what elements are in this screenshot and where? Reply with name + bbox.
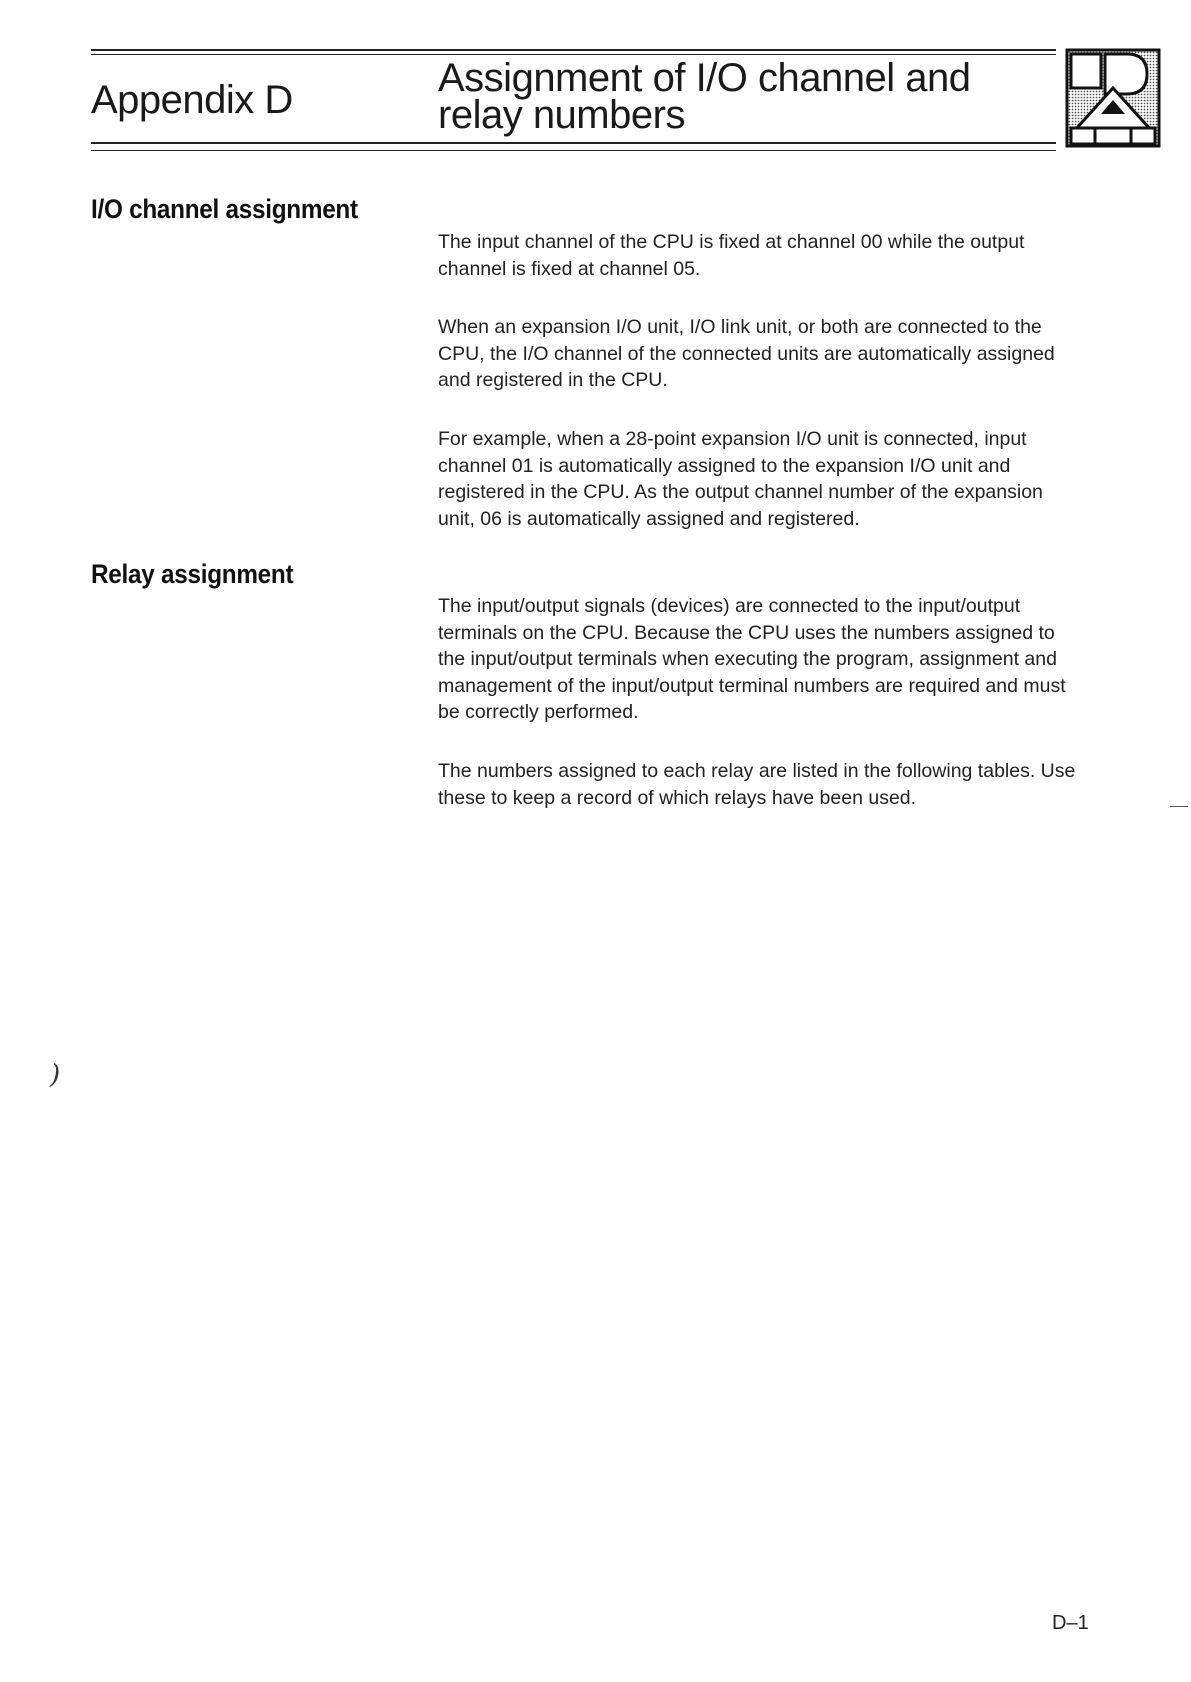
right-margin-mark xyxy=(1170,806,1188,807)
header-top-rule-thin xyxy=(91,54,1056,55)
header-bottom-rule-thin xyxy=(91,150,1056,151)
io-channel-heading: I/O channel assignment xyxy=(91,194,358,224)
appendix-d-tab-icon xyxy=(1065,48,1161,153)
io-channel-paragraph-2: When an expansion I/O unit, I/O link unit, or both are connected to the CPU, the I/O channel of the connected units are automatically assigned and registered in the CPU. xyxy=(438,316,1055,391)
io-channel-paragraph-3: For example, when a 28-point expansion I/O unit is connected, input channel 01 is automatically assigned to the expansion I/O unit and registered in the CPU. As the output channel number of the expansion unit, 06 is automatically assigned and registered. xyxy=(438,428,1043,530)
relay-paragraph-1: The input/output signals (devices) are connected to the input/output terminals on the CPU. Because the CPU uses the numbers assigned to the input/output terminals when executing the program, assignment and management of the input/output terminal numbers are required and must be correctly performed. xyxy=(438,595,1066,723)
header-bottom-rule xyxy=(91,142,1056,144)
chapter-title-line-1: Assignment of I/O channel and xyxy=(438,56,971,100)
chapter-title-line-2: relay numbers xyxy=(438,93,685,137)
chapter-title xyxy=(438,56,998,137)
relay-paragraph-2: The numbers assigned to each relay are listed in the following tables. Use these to keep a record of which relays have been used. xyxy=(438,760,1076,809)
header-top-rule xyxy=(91,49,1056,51)
relay-heading: Relay assignment xyxy=(91,559,294,589)
left-margin-mark: ) xyxy=(50,1060,61,1090)
io-channel-paragraph-1: The input channel of the CPU is fixed at channel 00 while the output channel is fixed at channel 05. xyxy=(438,231,1025,280)
page-number: D–1 xyxy=(1052,1612,1089,1634)
appendix-label: Appendix D xyxy=(91,78,293,122)
